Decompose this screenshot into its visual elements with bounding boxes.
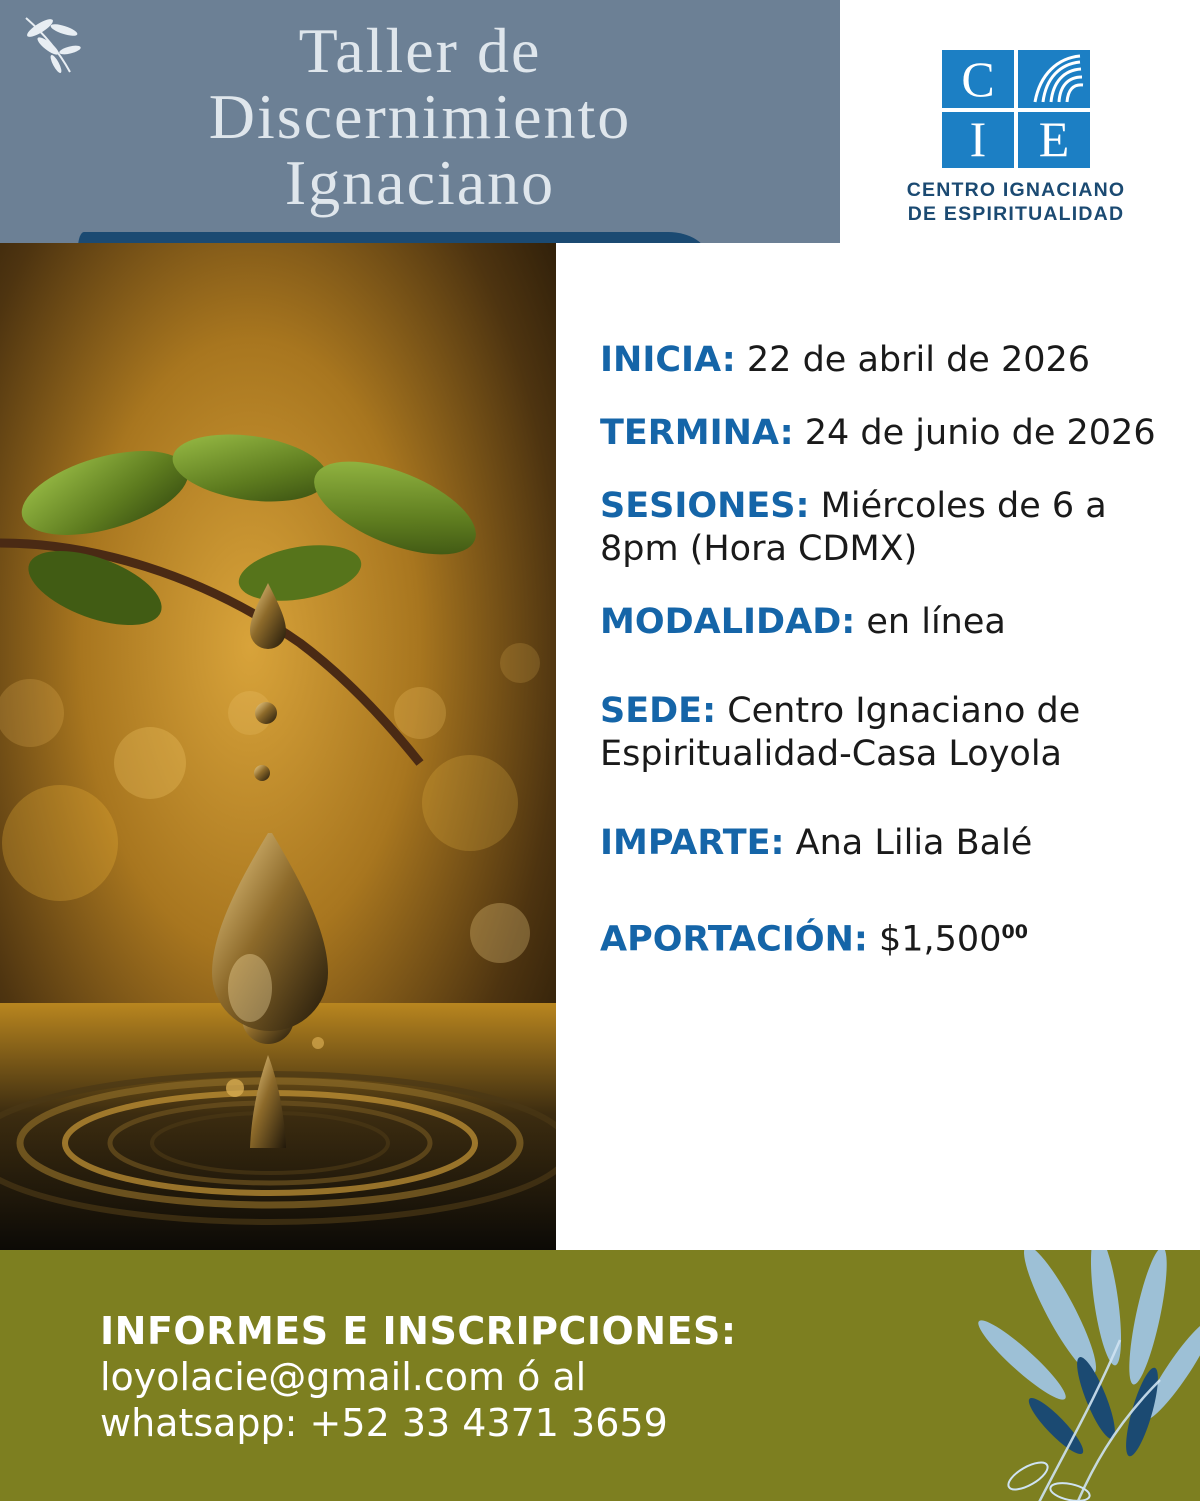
- page-title-line-2: Discernimiento: [208, 81, 632, 152]
- page-title-line-3: Ignaciano: [284, 147, 556, 218]
- palm-leaves-icon: [910, 1250, 1200, 1501]
- svg-text:E: E: [1038, 111, 1070, 167]
- logo: [886, 48, 1146, 226]
- page-title-line-1: Taller de: [298, 15, 542, 86]
- detail-key: TERMINA:: [600, 413, 794, 453]
- footer-band: [0, 1250, 1200, 1501]
- logo-caption-line-1: CENTRO IGNACIANO: [906, 179, 1126, 201]
- water-droplet-ripple-photo: [0, 243, 556, 1250]
- detail-key: SEDE:: [600, 691, 717, 731]
- detail-value: en línea: [855, 602, 1006, 642]
- detail-key: INICIA:: [600, 340, 736, 380]
- detail-value: Miércoles de 6 a 8pm (Hora CDMX): [600, 486, 1107, 569]
- detail-value: Ana Lilia Balé: [784, 823, 1033, 863]
- footer-contact: [100, 1308, 860, 1446]
- footer-whatsapp-line[interactable]: whatsapp: +52 33 4371 3659: [100, 1401, 668, 1445]
- detail-value-superscript: 00: [1001, 921, 1028, 943]
- detail-row: [600, 911, 1156, 962]
- detail-key: IMPARTE:: [600, 823, 785, 863]
- detail-key: MODALIDAD:: [600, 602, 856, 642]
- detail-value: 22 de abril de 2026: [735, 340, 1091, 380]
- svg-text:I: I: [969, 111, 987, 167]
- detail-row: [600, 690, 1156, 776]
- footer-title: INFORMES E INSCRIPCIONES:: [100, 1309, 737, 1353]
- detail-value: 24 de junio de 2026: [793, 413, 1156, 453]
- cie-logo-icon: [940, 48, 1092, 170]
- detail-row: [600, 485, 1156, 571]
- detail-row: [600, 822, 1156, 865]
- detail-row: [600, 412, 1156, 455]
- logo-caption: [886, 178, 1146, 226]
- detail-value: $1,500: [867, 919, 1002, 960]
- detail-value: Centro Ignaciano de Espiritualidad-Casa Loyola: [600, 691, 1081, 774]
- logo-caption-line-2: DE ESPIRITUALIDAD: [907, 203, 1125, 225]
- page-title: [0, 15, 840, 218]
- svg-text:C: C: [961, 51, 995, 107]
- detail-row: [600, 339, 1156, 382]
- details-panel: [556, 243, 1200, 1250]
- footer-email-line[interactable]: loyolacie@gmail.com ó al: [100, 1355, 587, 1399]
- detail-row: [600, 601, 1156, 644]
- detail-key: SESIONES:: [600, 486, 810, 526]
- detail-key: APORTACIÓN:: [600, 919, 868, 960]
